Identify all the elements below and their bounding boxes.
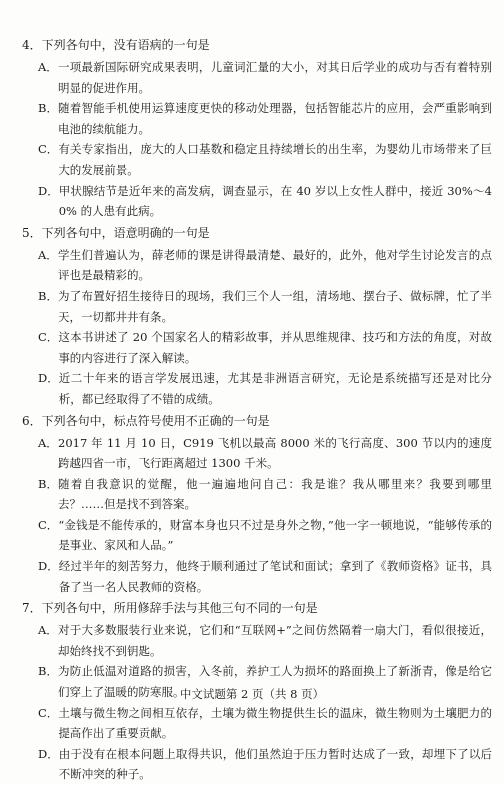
option-text: 2017 年 11 月 10 日，C919 飞机以最高 8000 米的飞行高度、300 节以内的速度跨越四省一市，飞行距离超过 1300 千米。 <box>58 435 492 471</box>
option-letter: D． <box>38 183 59 198</box>
option-text: 甲状腺结节是近年来的高发病，调查显示，在 40 岁以上女性人群中，接近 30%～40% 的人患有此病。 <box>58 183 492 219</box>
option-letter: A． <box>38 247 58 262</box>
option-b <box>22 98 492 139</box>
option-letter: C． <box>38 517 59 532</box>
option-letter: A． <box>38 623 58 638</box>
option-text: 对于大多数服装行业来说，它们和“互联网+”之间仿然隔着一扇大门，看似很接近，却始终找不到钥匙。 <box>58 623 492 658</box>
question-4 <box>22 34 492 222</box>
option-letter: B． <box>38 101 58 116</box>
option-text: 由于没有在根本问题上取得共识，他们虽然迫于压力暂时达成了一致，却埋下了以后不断冲突的种子。 <box>58 746 492 782</box>
option-letter: B． <box>38 288 58 303</box>
question-stem: 5．下列各句中，语意明确的一句是 <box>22 225 210 240</box>
question-stem: 7．下列各句中，所用修辞手法与其他三句不同的一句是 <box>22 601 318 616</box>
option-text: 随着自我意识的觉醒，他一遍遍地问自己：我是谁？我从哪里来？我要到哪里去？……但是找不到答案。 <box>58 476 492 512</box>
question-stem: 4．下列各句中，没有语病的一句是 <box>22 38 210 52</box>
option-text: “金钱是不能传承的，财富本身也只不过是身外之物，”他一字一顿地说，“能够传承的是事业、家风和人品。” <box>58 517 492 553</box>
question-flow <box>22 34 492 785</box>
question-6 <box>22 410 492 598</box>
option-letter: C． <box>38 330 59 345</box>
option-a <box>22 433 492 474</box>
option-text: 一项最新国际研究成果表明，儿童词汇量的大小，对其日后学业的成功与否有着特别明显的促进作用。 <box>58 60 492 95</box>
option-letter: C． <box>38 705 59 720</box>
option-letter: C． <box>38 142 59 157</box>
option-text: 这本书讲述了 20 个国家名人的精彩故事，并从思维规律、技巧和方法的角度，对故事的内容进行了深入解读。 <box>58 330 492 365</box>
option-letter: A． <box>38 60 58 74</box>
option-text: 随着智能手机使用运算速度更快的移动处理器，包括智能芯片的应用，会严重影响到电池的续航能力。 <box>58 101 492 136</box>
option-text: 经过半年的刻苦努力，他终于顺利通过了笔试和面试；拿到了《教师资格》证书，具备了当一名人民教师的资格。 <box>58 559 492 594</box>
option-text: 有关专家指出，庞大的人口基数和稳定且持续增长的出生率，为婴幼儿市场带来了巨大的发展前景。 <box>58 142 492 177</box>
option-a <box>22 57 492 98</box>
option-b <box>22 474 492 515</box>
page-footer: 中文试题第 2 页（共 8 页） <box>179 687 325 701</box>
option-a <box>22 620 492 661</box>
option-d <box>22 556 492 597</box>
option-d <box>22 181 492 222</box>
option-a <box>22 245 492 286</box>
question-stem: 6．下列各句中，标点符号使用不正确的一句是 <box>22 413 270 428</box>
option-text: 为了布置好招生接待日的现场，我们三个人一组，清场地、摆台子、做标牌，忙了半天，一切都井井有条。 <box>58 288 492 324</box>
option-text: 土壤与微生物之间相互依存，土壤为微生物提供生长的温床，微生物则为土壤肥力的提高作出了重要贡献。 <box>58 705 492 741</box>
option-letter: B． <box>38 664 58 679</box>
option-text: 近二十年来的语言学发展迅速，尤其是非洲语言研究，无论是系统描写还是对比分析，都已经取得了不错的成绩。 <box>58 371 492 406</box>
option-d <box>22 744 492 785</box>
option-text: 学生们普遍认为，薛老师的课是讲得最清楚、最好的，此外，他对学生讨论发言的点评也是最精彩的。 <box>58 247 492 283</box>
option-b <box>22 286 492 327</box>
option-c <box>22 703 492 744</box>
option-c <box>22 139 492 180</box>
question-5 <box>22 222 492 410</box>
option-letter: D． <box>38 559 59 574</box>
option-c <box>22 327 492 368</box>
option-d <box>22 368 492 409</box>
option-letter: D． <box>38 371 59 386</box>
option-letter: D． <box>38 746 59 761</box>
option-letter: B． <box>38 476 58 491</box>
option-text: 为防止低温对道路的损害，入冬前，养护工人为损坏的路面换上了新浙青，像是给它们穿上了温暖的防寒服。 <box>58 664 492 700</box>
option-c <box>22 515 492 556</box>
option-letter: A． <box>38 435 58 450</box>
